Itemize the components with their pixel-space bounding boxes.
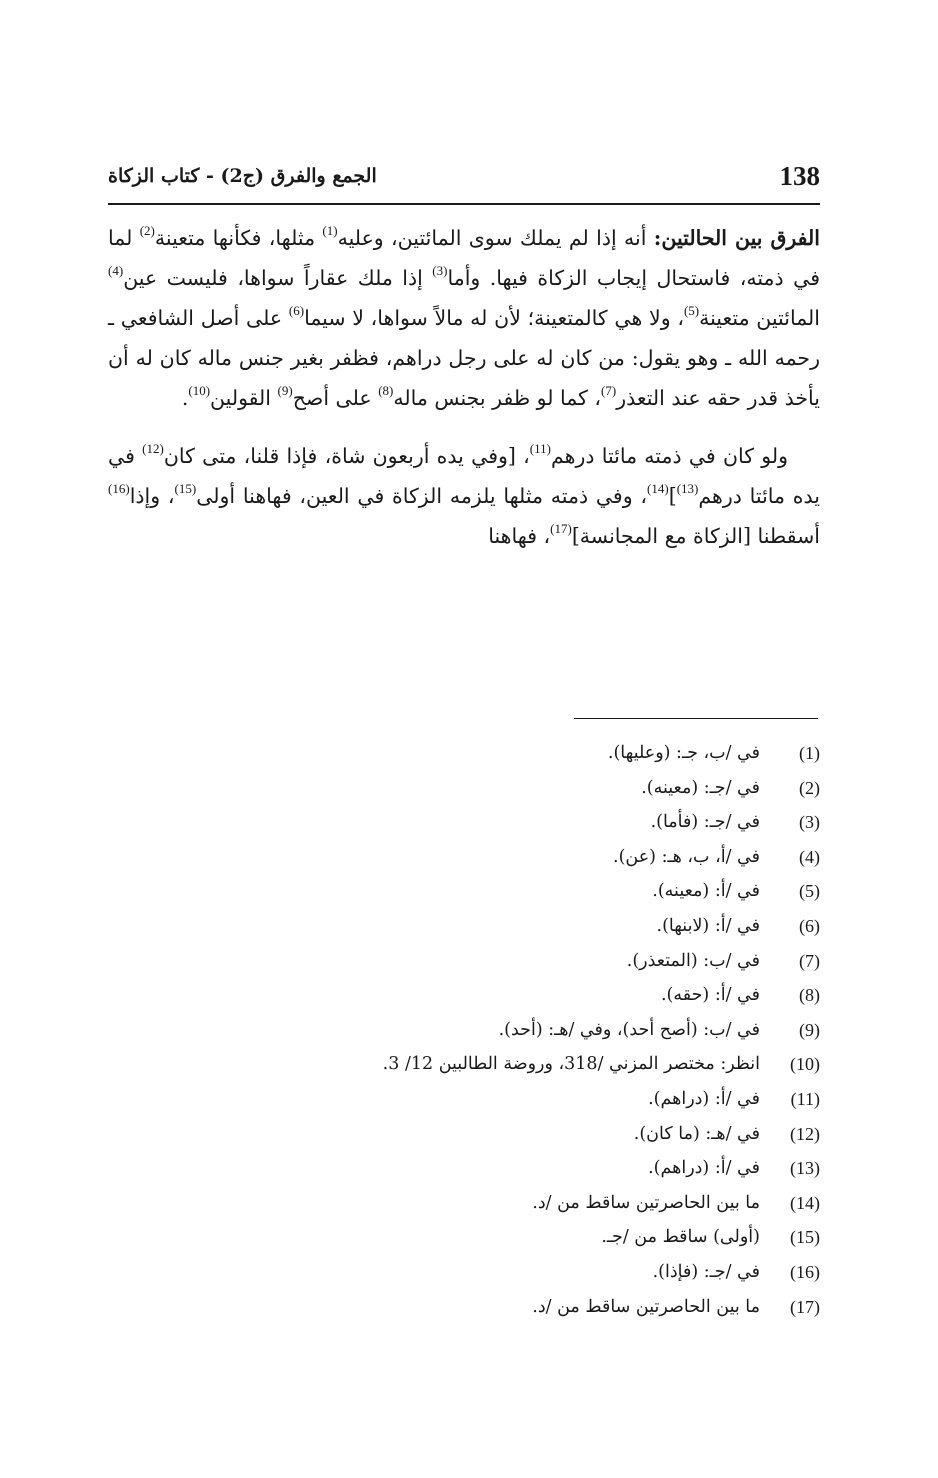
footnote-item	[220, 1082, 820, 1117]
text-segment: ]	[668, 484, 677, 508]
footnote-item	[220, 1186, 820, 1221]
footnote-separator	[574, 718, 818, 719]
footnote-ref: (10)	[188, 383, 211, 398]
footnote-item	[220, 1255, 820, 1290]
footnote-text: في /جـ: (فإذا).	[652, 1261, 760, 1282]
footnote-list	[220, 736, 820, 1324]
footnote-ref: (14)	[647, 481, 669, 496]
footnote-item	[220, 805, 820, 840]
text-segment: ، وفي ذمته مثلها يلزمه الزكاة في العين، فهاهنا أولى	[196, 484, 648, 508]
footnote-ref: (4)	[108, 263, 124, 278]
footnote-number: (8)	[799, 985, 820, 1006]
text-segment: ولو كان في ذمته مائتا درهم	[550, 444, 788, 468]
text-segment: المائتين متعينة	[699, 306, 820, 330]
footnote-item	[220, 1047, 820, 1082]
text-segment: ، [وفي يده أربعون شاة، فإذا قلنا، متى كان	[163, 444, 530, 468]
footnote-number: (15)	[790, 1227, 820, 1248]
page-number: 138	[779, 161, 820, 191]
footnote-text: في /أ: (دراهم).	[648, 1158, 760, 1179]
footnote-ref: (8)	[378, 383, 394, 398]
text-segment: القولين	[210, 386, 278, 410]
footnote-text: في /جـ: (فأما).	[650, 812, 760, 833]
footnote-item	[220, 736, 820, 771]
header-rule	[108, 203, 820, 205]
footnote-text: في /أ: (حقه).	[660, 985, 760, 1006]
footnote-number: (14)	[790, 1192, 820, 1213]
footnote-text: انظر: مختصر المزني /318، وروضة الطالبين 12/ 3.	[382, 1054, 760, 1075]
footnote-number: (13)	[790, 1158, 820, 1179]
footnote-text: في /هـ: (ما كان).	[633, 1123, 760, 1144]
footnote-text: (أولى) ساقط من /جـ.	[601, 1227, 760, 1248]
footnote-item	[220, 771, 820, 806]
footnote-text: في /أ: (دراهم).	[648, 1088, 760, 1109]
footnote-ref: (13)	[676, 481, 699, 496]
text-segment: على أصح	[292, 386, 379, 410]
paragraph	[108, 436, 820, 556]
footnote-number: (5)	[799, 881, 820, 902]
text-segment: ، كما لو ظفر بجنس ماله	[393, 386, 601, 410]
footnote-item	[220, 1013, 820, 1048]
footnote-ref: (16)	[108, 481, 130, 496]
footnote-text: في /ب: (المتعذر).	[626, 950, 760, 971]
footnote-ref: (3)	[432, 263, 448, 278]
running-header	[108, 160, 820, 200]
footnote-number: (2)	[799, 777, 820, 798]
footnote-ref: (2)	[139, 223, 155, 238]
text-segment: لما في ذمته، فاستحال إيجاب الزكاة فيها. وأما	[108, 226, 820, 290]
text-segment: ، وإذا	[129, 484, 175, 508]
footnote-text: ما بين الحاصرتين ساقط من /د.	[532, 1192, 760, 1213]
footnote-item	[220, 944, 820, 979]
text-segment: في يده مائتا درهم	[108, 444, 820, 508]
footnote-item	[220, 1290, 820, 1325]
footnote-item	[220, 909, 820, 944]
footnote-ref: (15)	[174, 481, 197, 496]
footnote-item	[220, 1151, 820, 1186]
text-segment: أنه إذا لم يملك سوى المائتين، وعليه	[337, 226, 654, 250]
running-title: الجمع والفرق (ج2) - كتاب الزكاة	[108, 165, 377, 187]
footnote-ref: (11)	[529, 441, 551, 456]
text-segment: مثلها، فكأنها متعينة	[154, 226, 323, 250]
footnote-item	[220, 840, 820, 875]
footnote-number: (10)	[790, 1054, 820, 1075]
footnote-number: (17)	[790, 1296, 820, 1317]
text-segment: ، ولا هي كالمتعينة؛ لأن له مالاً سواها، لا سيما	[304, 306, 684, 330]
footnote-ref: (12)	[142, 441, 164, 456]
footnote-text: في /جـ: (معينه).	[641, 777, 760, 798]
footnote-text: ما بين الحاصرتين ساقط من /د.	[532, 1296, 760, 1317]
text-segment: .	[181, 386, 189, 410]
footnote-number: (9)	[799, 1019, 820, 1040]
footnote-item	[220, 1117, 820, 1152]
footnote-ref: (17)	[550, 521, 572, 536]
footnote-number: (6)	[799, 915, 820, 936]
footnote-ref: (6)	[288, 303, 305, 318]
footnote-text: في /ب، جـ: (وعليها).	[607, 743, 760, 763]
text-segment: أسقطنا [الزكاة مع المجانسة]	[571, 524, 820, 548]
footnote-number: (11)	[790, 1088, 820, 1109]
footnote-ref: (7)	[601, 383, 617, 398]
footnote-number: (1)	[799, 743, 820, 763]
footnote-item	[220, 978, 820, 1013]
footnote-item	[220, 1220, 820, 1255]
paragraph-lead: الفرق بين الحالتين:	[653, 226, 820, 250]
footnote-text: في /ب: (أصح أحد)، وفي /هـ: (أحد).	[498, 1019, 760, 1040]
footnote-number: (16)	[790, 1261, 820, 1282]
footnote-number: (7)	[799, 950, 820, 971]
text-segment: على أصل الشافعي ـ رحمه الله ـ وهو يقول: من كان له على رجل دراهم، فظفر بغير جنس ماله كان له أن يأخذ قدر حقه عند التعذر	[108, 306, 820, 410]
footnote-ref: (9)	[277, 383, 293, 398]
main-text	[108, 218, 820, 556]
text-segment: إذا ملك عقاراً سواها، فليست عين	[123, 266, 433, 290]
footnote-number: (12)	[790, 1123, 820, 1144]
footnote-number: (4)	[799, 846, 820, 867]
paragraph	[108, 218, 820, 418]
footnote-text: في /أ: (لابنها).	[656, 915, 760, 936]
footnote-ref: (1)	[322, 223, 338, 238]
footnote-text: في /أ، ب، هـ: (عن).	[613, 846, 760, 867]
footnote-text: في /أ: (معينه).	[652, 881, 760, 902]
footnote-ref: (5)	[683, 303, 700, 318]
footnote-number: (3)	[799, 812, 820, 833]
text-segment: ، فهاهنا	[488, 524, 551, 548]
footnote-item	[220, 874, 820, 909]
